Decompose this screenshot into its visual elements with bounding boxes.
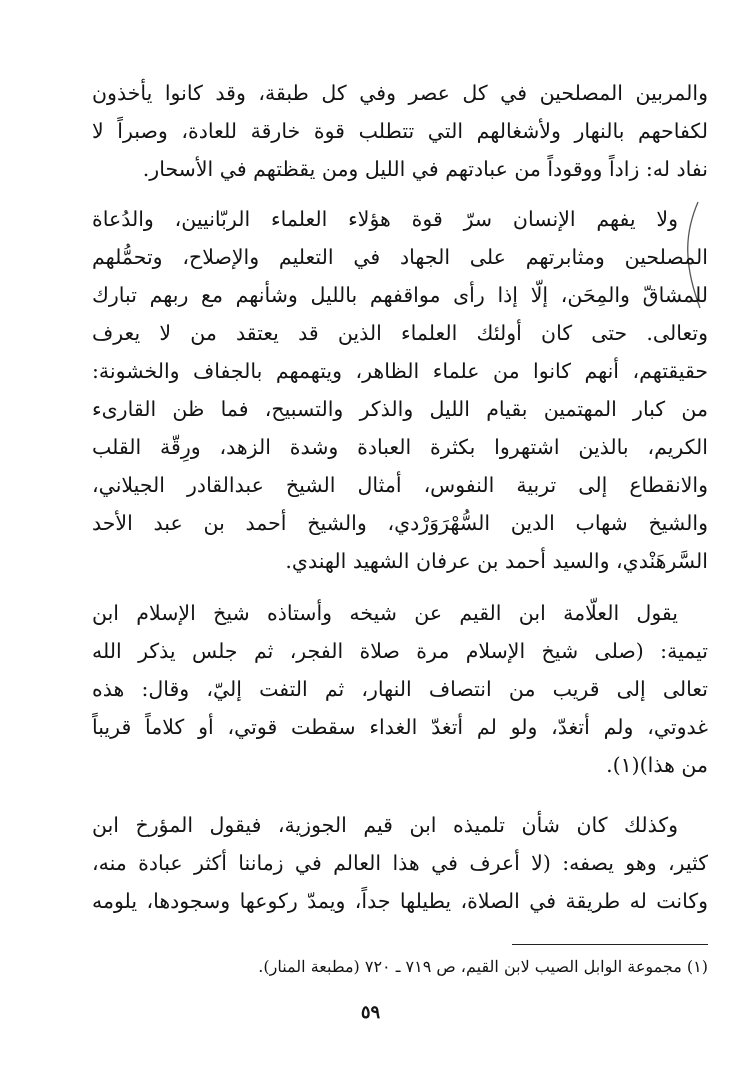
text-line: تعالى إلى قريب من انتصاف النهار، ثم التفت إليّ، وقال: هذه xyxy=(92,677,708,701)
page-number: ٥٩ xyxy=(360,1002,381,1023)
text-line: نفاد له: زاداً ووقوداً من عبادتهم في الليل ومن يقظتهم في الأسحار. xyxy=(142,157,708,181)
text-line: لكفاحهم بالنهار ولأشغالهم التي تتطلب قوة خارقة للعادة، وصبراً لا xyxy=(92,119,708,143)
text-line: كثير، وهو يصفه: (لا أعرف في هذا العالم في زماننا أكثر عبادة منه، xyxy=(92,851,708,875)
paragraph-3 xyxy=(92,594,708,784)
footnote-divider xyxy=(512,944,708,945)
text-line: وكانت له طريقة في الصلاة، يطيلها جداً، ويمدّ ركوعها وسجودها، يلومه xyxy=(92,889,708,913)
text-line: للمشاقّ والمِحَن، إلّا إذا رأى مواقفهم بالليل وشأنهم مع ربهم تبارك xyxy=(92,283,708,307)
text-line: المصلحين ومثابرتهم على الجهاد في التعليم والإصلاح، وتحمُّلهم xyxy=(92,245,708,269)
text-line: حقيقتهم، أنهم كانوا من علماء الظاهر، ويتهمهم بالجفاف والخشونة: xyxy=(92,359,708,383)
text-line: من كبار المهتمين بقيام الليل والذكر والتسبيح، فما ظن القارىء xyxy=(92,397,708,421)
text-line: غدوتي، ولم أتغدّ، ولو لم أتغدّ الغداء سقطت قوتي، أو كلاماً قريباً xyxy=(92,715,708,739)
text-line: والشيخ شهاب الدين السُّهْرَوَرْدي، والشيخ أحمد بن عبد الأحد xyxy=(92,511,708,535)
text-line: يقول العلّامة ابن القيم عن شيخه وأستاذه شيخ الإسلام ابن xyxy=(92,601,678,625)
footnote: (١) مجموعة الوابل الصيب لابن القيم، ص ٧١٩ ـ ٧٢٠ (مطبعة المنار). xyxy=(258,957,708,976)
text-line: والانقطاع إلى تربية النفوس، أمثال الشيخ عبدالقادر الجيلاني، xyxy=(92,473,708,497)
paragraph-2 xyxy=(92,200,708,580)
text-line: من هذا)(١). xyxy=(606,753,708,777)
paragraph-4 xyxy=(92,806,708,920)
text-line: تيمية: (صلى شيخ الإسلام مرة صلاة الفجر، ثم جلس يذكر الله xyxy=(92,639,708,663)
paragraph-1 xyxy=(92,74,708,188)
text-line: ولا يفهم الإنسان سرّ قوة هؤلاء العلماء الربّانيين، والدُعاة xyxy=(92,207,678,231)
text-line: وتعالى. حتى كان أولئك العلماء الذين قد يعتقد من لا يعرف xyxy=(92,321,708,345)
text-line: وكذلك كان شأن تلميذه ابن قيم الجوزية، فيقول المؤرخ ابن xyxy=(92,813,678,837)
text-line: الكريم، بالذين اشتهروا بكثرة العبادة وشدة الزهد، ورِقّة القلب xyxy=(92,435,708,459)
text-line: والمربين المصلحين في كل عصر وفي كل طبقة، وقد كانوا يأخذون xyxy=(92,81,708,105)
text-line: السَّرهَنْدي، والسيد أحمد بن عرفان الشهيد الهندي. xyxy=(285,549,708,573)
